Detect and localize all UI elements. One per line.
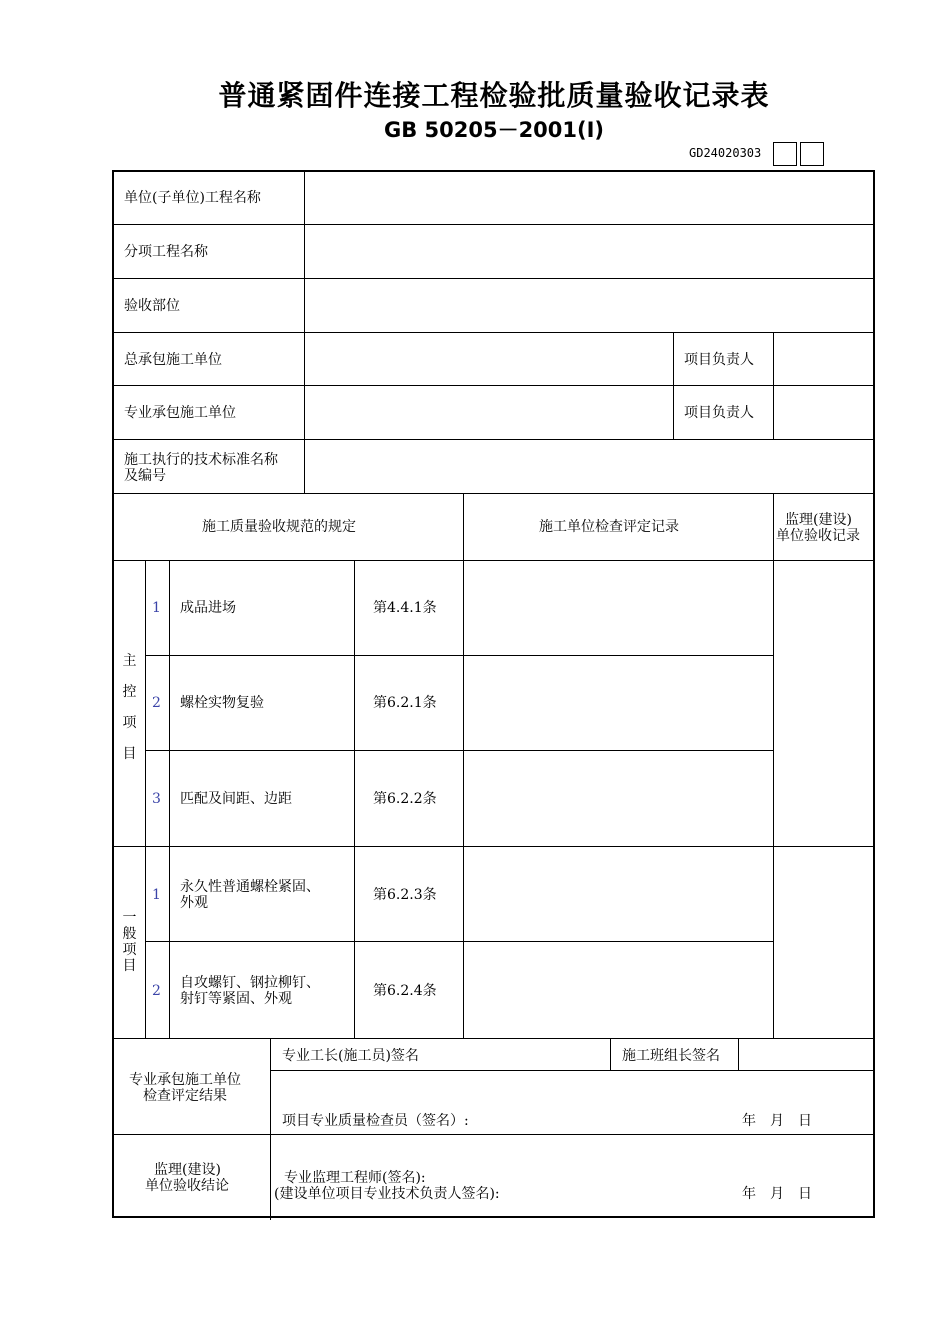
row-divider [114, 846, 874, 847]
subitem-name-field[interactable] [306, 227, 871, 276]
form-code: GD24020303 [689, 146, 762, 160]
item-name: 永久性普通螺栓紧固、 [180, 879, 320, 895]
team-leader-label: 施工班组长签名 [622, 1048, 720, 1064]
specialty-contractor-label: 专业承包施工单位 [124, 405, 236, 421]
col-divider [145, 560, 146, 1038]
row-divider [270, 1070, 874, 1071]
item-number: 3 [152, 791, 161, 807]
col-divider [773, 493, 774, 1038]
supervision-header: 监理(建设) [785, 512, 852, 528]
col-divider [773, 332, 774, 439]
project-manager-field[interactable] [775, 335, 872, 383]
standard-label: 及编号 [124, 468, 166, 484]
project-manager-field[interactable] [775, 388, 872, 437]
col-divider [169, 560, 170, 1038]
row-divider [114, 385, 874, 386]
row-divider [145, 941, 773, 942]
date-label: 年 月 日 [742, 1186, 812, 1202]
standard-label: 施工执行的技术标准名称 [124, 452, 278, 468]
col-divider [738, 1038, 739, 1070]
specialty-contractor-field[interactable] [306, 388, 671, 437]
item-name: 螺栓实物复验 [180, 695, 264, 711]
foreman-signature-field[interactable] [466, 1040, 608, 1069]
col-divider [304, 172, 305, 493]
standard-field[interactable] [306, 442, 871, 491]
supervision-conclusion-label: 监理(建设) [154, 1162, 221, 1178]
main-items-label: 主 控 项 目 [122, 653, 137, 762]
item-clause: 第6.2.3条 [373, 887, 437, 903]
owner-label: (建设单位项目专业技术负责人签名): [274, 1186, 500, 1202]
inspector-label: 项目专业质量检查员（签名）: [282, 1113, 469, 1129]
page-title: 普通紧固件连接工程检验批质量验收记录表 [218, 79, 770, 112]
item-clause: 第6.2.4条 [373, 983, 437, 999]
row-divider [114, 332, 874, 333]
item-number: 2 [152, 983, 161, 999]
acceptance-part-label: 验收部位 [124, 298, 180, 314]
row-divider [114, 1038, 874, 1039]
project-manager-label: 项目负责人 [684, 352, 754, 368]
project-name-label: 单位(子单位)工程名称 [124, 190, 261, 206]
item-number: 1 [152, 887, 161, 903]
acceptance-record-table [112, 170, 875, 1218]
contractor-result-label: 检查评定结果 [143, 1088, 227, 1104]
contractor-result-label: 专业承包施工单位 [129, 1072, 241, 1088]
row-divider [145, 750, 773, 751]
item-clause: 第6.2.1条 [373, 695, 437, 711]
item-name: 外观 [180, 895, 208, 911]
item-name: 自攻螺钉、钢拉柳钉、 [180, 975, 320, 991]
record-header: 施工单位检查评定记录 [539, 519, 679, 535]
standard-code: GB 50205－2001(Ⅰ) [383, 118, 605, 142]
item-number: 1 [152, 600, 161, 616]
form-code-box-2[interactable] [800, 142, 824, 166]
date-label: 年 月 日 [742, 1113, 812, 1129]
item-name: 射钉等紧固、外观 [180, 991, 292, 1007]
col-divider [673, 332, 674, 439]
project-name-field[interactable] [306, 174, 871, 222]
row-divider [114, 1134, 874, 1135]
foreman-label: 专业工长(施工员)签名 [282, 1048, 419, 1064]
record-cell[interactable] [465, 657, 771, 749]
item-name: 匹配及间距、边距 [180, 791, 292, 807]
col-divider [354, 560, 355, 1038]
col-divider [463, 493, 464, 1038]
form-code-box-1[interactable] [773, 142, 797, 166]
team-leader-signature-field[interactable] [740, 1040, 872, 1069]
row-divider [114, 278, 874, 279]
subitem-name-label: 分项工程名称 [124, 244, 208, 260]
col-divider [610, 1038, 611, 1070]
record-cell[interactable] [465, 848, 771, 940]
row-divider [145, 655, 773, 656]
col-divider [270, 1038, 271, 1220]
record-cell[interactable] [465, 943, 771, 1037]
item-clause: 第6.2.2条 [373, 791, 437, 807]
general-items-label: 一 般 项 目 [122, 910, 137, 974]
record-cell[interactable] [465, 562, 771, 654]
supervision-header: 单位验收记录 [776, 528, 860, 544]
row-divider [114, 493, 874, 494]
record-cell[interactable] [465, 752, 771, 845]
general-contractor-field[interactable] [306, 335, 671, 383]
row-divider [114, 224, 874, 225]
item-name: 成品进场 [180, 600, 236, 616]
spec-header: 施工质量验收规范的规定 [202, 519, 356, 535]
project-manager-label: 项目负责人 [684, 405, 754, 421]
row-divider [114, 560, 874, 561]
supervision-conclusion-label: 单位验收结论 [145, 1178, 229, 1194]
acceptance-part-field[interactable] [306, 281, 871, 330]
item-number: 2 [152, 695, 161, 711]
item-clause: 第4.4.1条 [373, 600, 437, 616]
engineer-label: 专业监理工程师(签名): [284, 1170, 426, 1186]
general-contractor-label: 总承包施工单位 [124, 352, 222, 368]
supervision-cell[interactable] [775, 562, 872, 1037]
row-divider [114, 439, 874, 440]
